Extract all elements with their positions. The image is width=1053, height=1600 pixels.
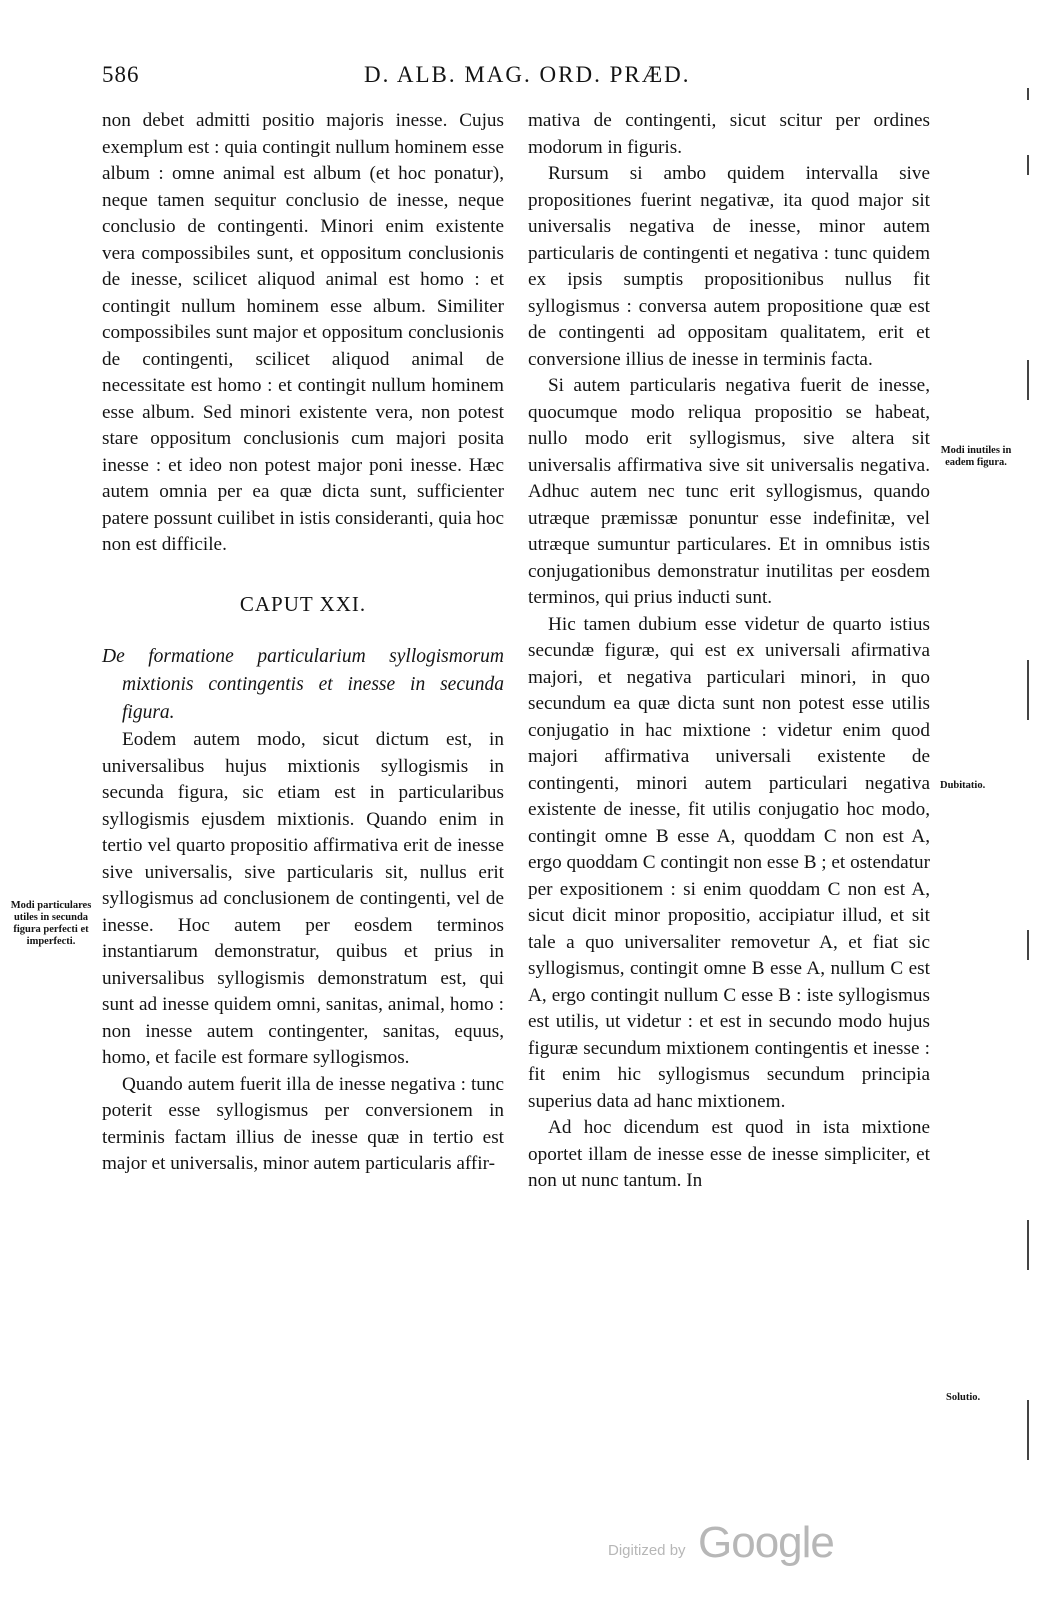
right-column [528, 108, 930, 1195]
right-paragraph-3: Si autem particularis negativa fuerit de inesse, quocumque modo reliqua propositio se habeat, nullo modo erit syllogismus, sive altera sit universalis affirmativa sive sit universalis negativa. Adhuc autem nec tunc erit syllogismus, quando utræque præmissæ ponuntur esse indefinitæ, vel utræque sumuntur particulares. Et in omnibus istis conjugationibus demonstratur inutilitas per eosdem terminos, qui prius inducti sunt. [528, 375, 930, 608]
scan-edge-mark [1027, 360, 1029, 400]
scan-edge-mark [1027, 930, 1029, 960]
chapter-heading: CAPUT XXI. [239, 591, 367, 616]
scan-edge-mark [1027, 88, 1029, 100]
digitized-by-text: Digitized by [608, 1542, 686, 1559]
scan-edge-mark [1027, 1220, 1029, 1270]
right-paragraph-1: mativa de contingenti, sicut scitur per ordines modorum in figuris. [528, 110, 930, 158]
right-paragraph-2: Rursum si ambo quidem intervalla sive propositiones fuerint negativæ, ita quod major sit universalis negativa de inesse, minor autem particularis de contingenti et negativa : tunc quidem ex ipsis sumptis propositionibus nullus fit syllogismus : conversa autem propositione quæ est de contingenti ad oppositam qualitatem, erit et conversione illius de inesse in terminis facta. [528, 163, 930, 370]
running-title: D. ALB. MAG. ORD. PRÆD. [364, 62, 691, 87]
right-paragraph-4: Hic tamen dubium esse videtur de quarto istius secundæ figuræ, qui est ex universali afirmativa majori, et negativa particulari minori, in quo secundum ea quæ dicta sunt non potest esse utilis conjugatio in hac mixtione : videtur enim quod majori affirmativa universali existente de contingenti, minori autem particulari negativa existente de inesse, fit utilis conjugatio hoc modo, contingit omne B esse A, quoddam C non est A, ergo quoddam C contingit non esse B ; et ostendatur per expositionem : si enim quoddam C non est A, sicut dicit minor propositio, accipiatur illud, et sit tale a quo universaliter removetur A, et fiat sic syllogismus, contingit omne B esse A, nullum C est A, ergo contingit nullum C esse B : iste syllogismus est utilis, ut videtur : et est in secundo modo hujus figuræ secundum mixtionem contingentis et inesse : fit enim hic syllogismus secundum principia superius data ad hanc mixtionem. [528, 613, 930, 1112]
google-logo: Google [698, 1518, 834, 1567]
chapter-description: De formatione particularium syllogismorum mixtionis contingentis et inesse in secunda figura. [102, 646, 504, 723]
page-number: 586 [102, 62, 140, 87]
left-paragraph-2: Eodem autem modo, sicut dictum est, in universalibus hujus mixtionis syllogismis in secunda figura, sic etiam est in particularibus syllogismis ejusdem mixtionis. Quando enim in tertio vel quarto propositio affirmativa erit de inesse sive universalis, sive particularis sit, nullus erit syllogismus ad conclusionem de contingenti, vel de inesse. Hoc autem per eosdem terminos instantiarum demonstratur, quibus et prius in universalibus syllogismis demonstratum est, qui sunt ad inesse quidem omni, sanitas, animal, homo : non inesse autem contingenter, sanitas, equus, homo, et facile est formare syllogismos. [102, 729, 504, 1068]
page-header [102, 62, 932, 96]
margin-note-modi-inutiles: Modi inutiles in eadem figura. [940, 445, 1012, 468]
right-paragraph-5: Ad hoc dicendum est quod in ista mixtione oportet illam de inesse esse de inesse simpliciter, et non ut nunc tantum. In [528, 1117, 930, 1191]
margin-note-dubitatio: Dubitatio. [940, 780, 986, 791]
margin-note-solutio: Solutio. [946, 1392, 981, 1403]
scan-edge-mark [1027, 660, 1029, 720]
scan-edge-mark [1027, 1400, 1029, 1460]
digitized-watermark [608, 1518, 868, 1578]
left-paragraph-3: Quando autem fuerit illa de inesse negativa : tunc poterit esse syllogismus per conversionem in terminis factam illius de inesse quæ in tertio est major et universalis, minor autem particularis affir- [102, 1073, 504, 1174]
left-paragraph-1: non debet admitti positio majoris inesse. Cujus exemplum est : quia contingit nullum hominem esse album : omne animal est album (et hoc ponatur), neque tamen sequitur conclusio de inesse, neque conclusio de contingenti. Minori enim existente vera compossibiles sunt, et oppositum conclusionis de inesse, scilicet aliquod animal est homo : et contingit nullum hominem esse album. Similiter compossibiles sunt major et oppositum conclusionis de contingenti, scilicet aliquod animal de necessitate est homo : et contingit nullum hominem esse album. Sed minori existente vera, non potest stare oppositum conclusionis cum majori posita inesse : et ideo non potest major poni inesse. Hæc autem omnia per ea quæ dicta sunt, sufficienter patere possunt cuilibet in istis consideranti, quia hoc non est difficile. [102, 110, 504, 555]
scan-edge-mark [1027, 155, 1029, 175]
margin-note-modi-particulares: Modi particulares utiles in secunda figura perfecti et imperfecti. [10, 900, 92, 947]
left-column [102, 108, 504, 1178]
